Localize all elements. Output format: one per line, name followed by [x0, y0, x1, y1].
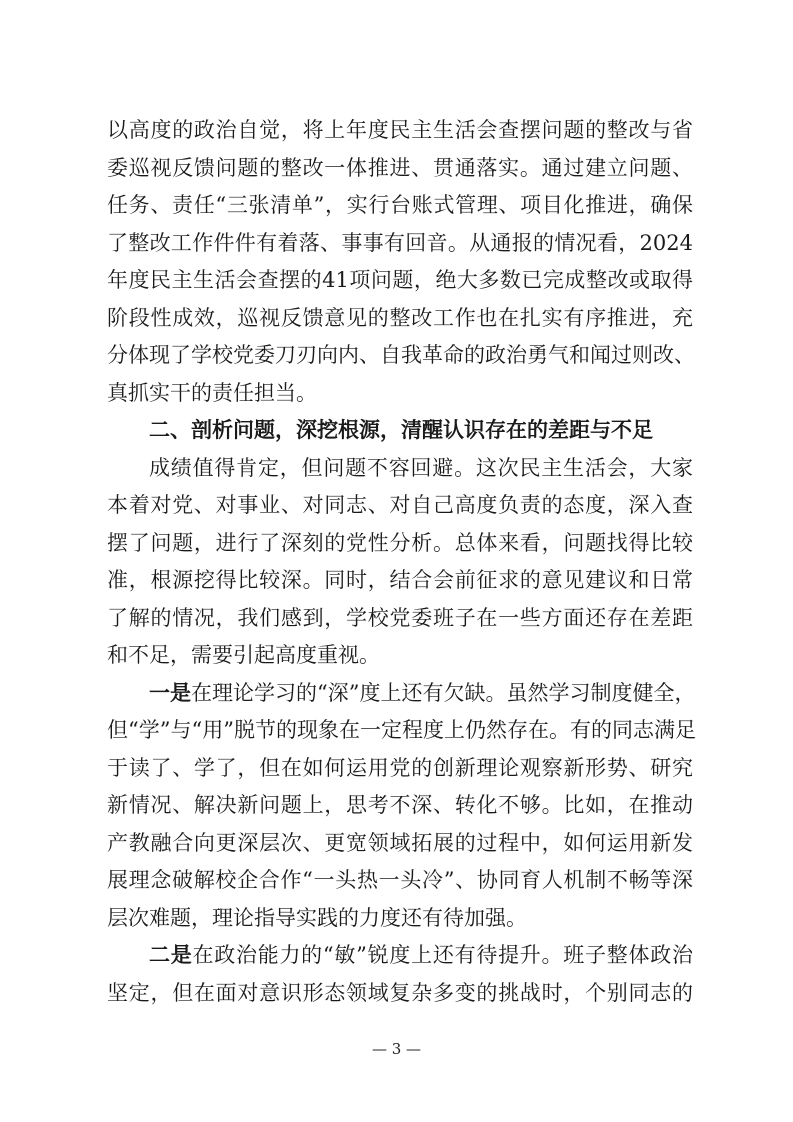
- section-heading: 二、剖析问题，深挖根源，清醒认识存在的差距与不足: [149, 418, 653, 442]
- text-line: 展理念破解校企合作“一头热一头冷”、协同育人机制不畅等深: [107, 868, 693, 892]
- text-line: [107, 675, 696, 713]
- text-line: 准，根源挖得比较深。同时，结合会前征求的意见建议和日常: [107, 568, 693, 592]
- text-line: 于读了、学了，但在如何运用党的创新理论观察新形势、研究: [107, 755, 693, 780]
- bold-prefix: 二是: [149, 943, 193, 967]
- text-line: 但“学”与“用”脱节的现象在一定程度上仍然存在。有的同志满足: [107, 718, 696, 742]
- document-body: [107, 112, 696, 1012]
- text-line: 真抓实干的责任担当。: [107, 380, 317, 405]
- text-line: 阶段性成效，巡视反馈意见的整改工作也在扎实有序推进，充: [107, 305, 693, 330]
- paragraph-rectification-summary: [107, 112, 693, 412]
- text-line: 成绩值得肯定，但问题不容回避。这次民主生活会，大家: [149, 455, 693, 480]
- text-line: 以高度的政治自觉，将上年度民主生活会查摆问题的整改与省: [107, 118, 693, 142]
- text-line: 委巡视反馈问题的整改一体推进、贯通落实。通过建立问题、: [107, 155, 693, 180]
- text-line: 分体现了学校党委刀刃向内、自我革命的政治勇气和闻过则改、: [107, 343, 695, 367]
- text-line: 新情况、解决新问题上，思考不深、转化不够。比如，在推动: [107, 793, 693, 817]
- line-text: 在理论学习的“深”度上还有欠缺。虽然学习制度健全，: [191, 680, 696, 705]
- line-text: 在政治能力的“敏”锐度上还有待提升。班子整体政治: [192, 943, 693, 967]
- text-line: 本着对党、对事业、对同志、对自己高度负责的态度，深入查: [107, 493, 693, 517]
- text-line: 了解的情况，我们感到，学校党委班子在一些方面还存在差距: [107, 605, 693, 630]
- text-line: 了整改工作件件有着落、事事有回音。从通报的情况看，2024: [107, 230, 693, 255]
- text-line: 任务、责任“三张清单”，实行台账式管理、项目化推进，确保: [107, 193, 693, 217]
- text-line: 摆了问题，进行了深刻的党性分析。总体来看，问题找得比较: [107, 530, 693, 555]
- text-line: 年度民主生活会查摆的41项问题，绝大多数已完成整改或取得: [107, 268, 693, 292]
- text-line: [107, 937, 693, 975]
- page-number: — 3 —: [371, 1040, 422, 1058]
- paragraph-point-one: [107, 675, 696, 938]
- paragraph-point-two: [107, 937, 693, 1012]
- text-line: 和不足，需要引起高度重视。: [107, 643, 380, 667]
- text-line: 层次难题，理论指导实践的力度还有待加强。: [107, 905, 527, 930]
- bold-prefix: 一是: [149, 680, 191, 705]
- paragraph-analysis-intro: [107, 450, 693, 675]
- text-line: 产教融合向更深层次、更宽领域拓展的过程中，如何运用新发: [107, 830, 693, 855]
- text-line: 坚定，但在面对意识形态领域复杂多变的挑战时，个别同志的: [107, 980, 693, 1005]
